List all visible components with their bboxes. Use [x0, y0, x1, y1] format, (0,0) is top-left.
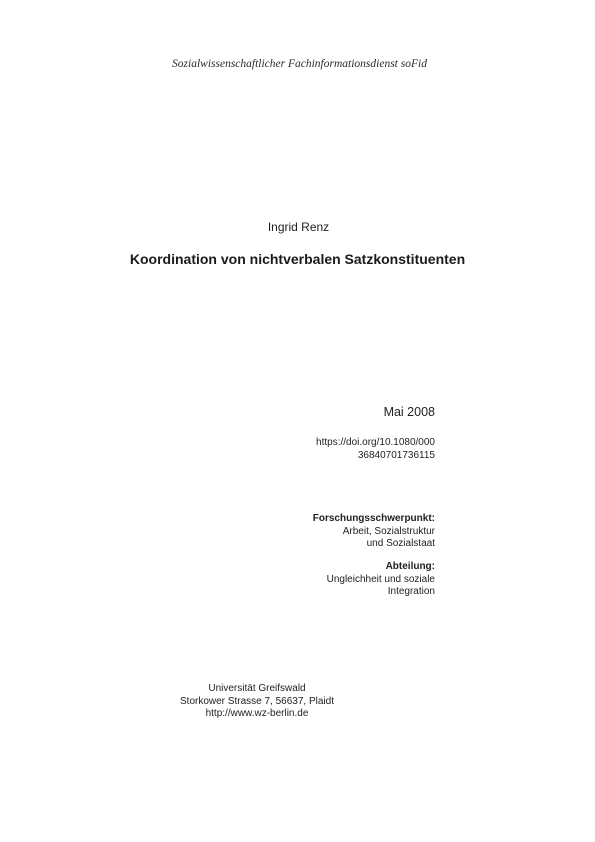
research-focus-block [313, 513, 435, 551]
research-focus-line-1: Arbeit, Sozialstruktur [342, 525, 435, 537]
doi-line-1[interactable]: https://doi.org/10.1080/000 [316, 437, 435, 448]
department-label: Abteilung: [385, 561, 435, 572]
department-block [327, 561, 435, 599]
research-focus-line-2: und Sozialstaat [366, 538, 435, 549]
doi-line-2[interactable]: 36840701736115 [357, 449, 435, 461]
street-address: Storkower Strasse 7, 56637, Plaidt [180, 695, 334, 707]
series-header: Sozialwissenschaftlicher Fachinformationsdienst soFid [172, 58, 427, 70]
institution-name: Universität Greifswald [208, 683, 306, 694]
author-name: Ingrid Renz [267, 220, 330, 234]
research-focus-label: Forschungsschwerpunkt: [312, 513, 435, 524]
website-link[interactable]: http://www.wz-berlin.de [205, 708, 309, 719]
address-block [170, 683, 344, 721]
document-title: Koordination von nichtverbalen Satzkonstituenten [129, 251, 466, 267]
doi-block [316, 437, 435, 462]
department-line-1: Ungleichheit und soziale [326, 573, 435, 585]
publication-date: Mai 2008 [383, 405, 435, 419]
department-line-2: Integration [387, 586, 435, 597]
